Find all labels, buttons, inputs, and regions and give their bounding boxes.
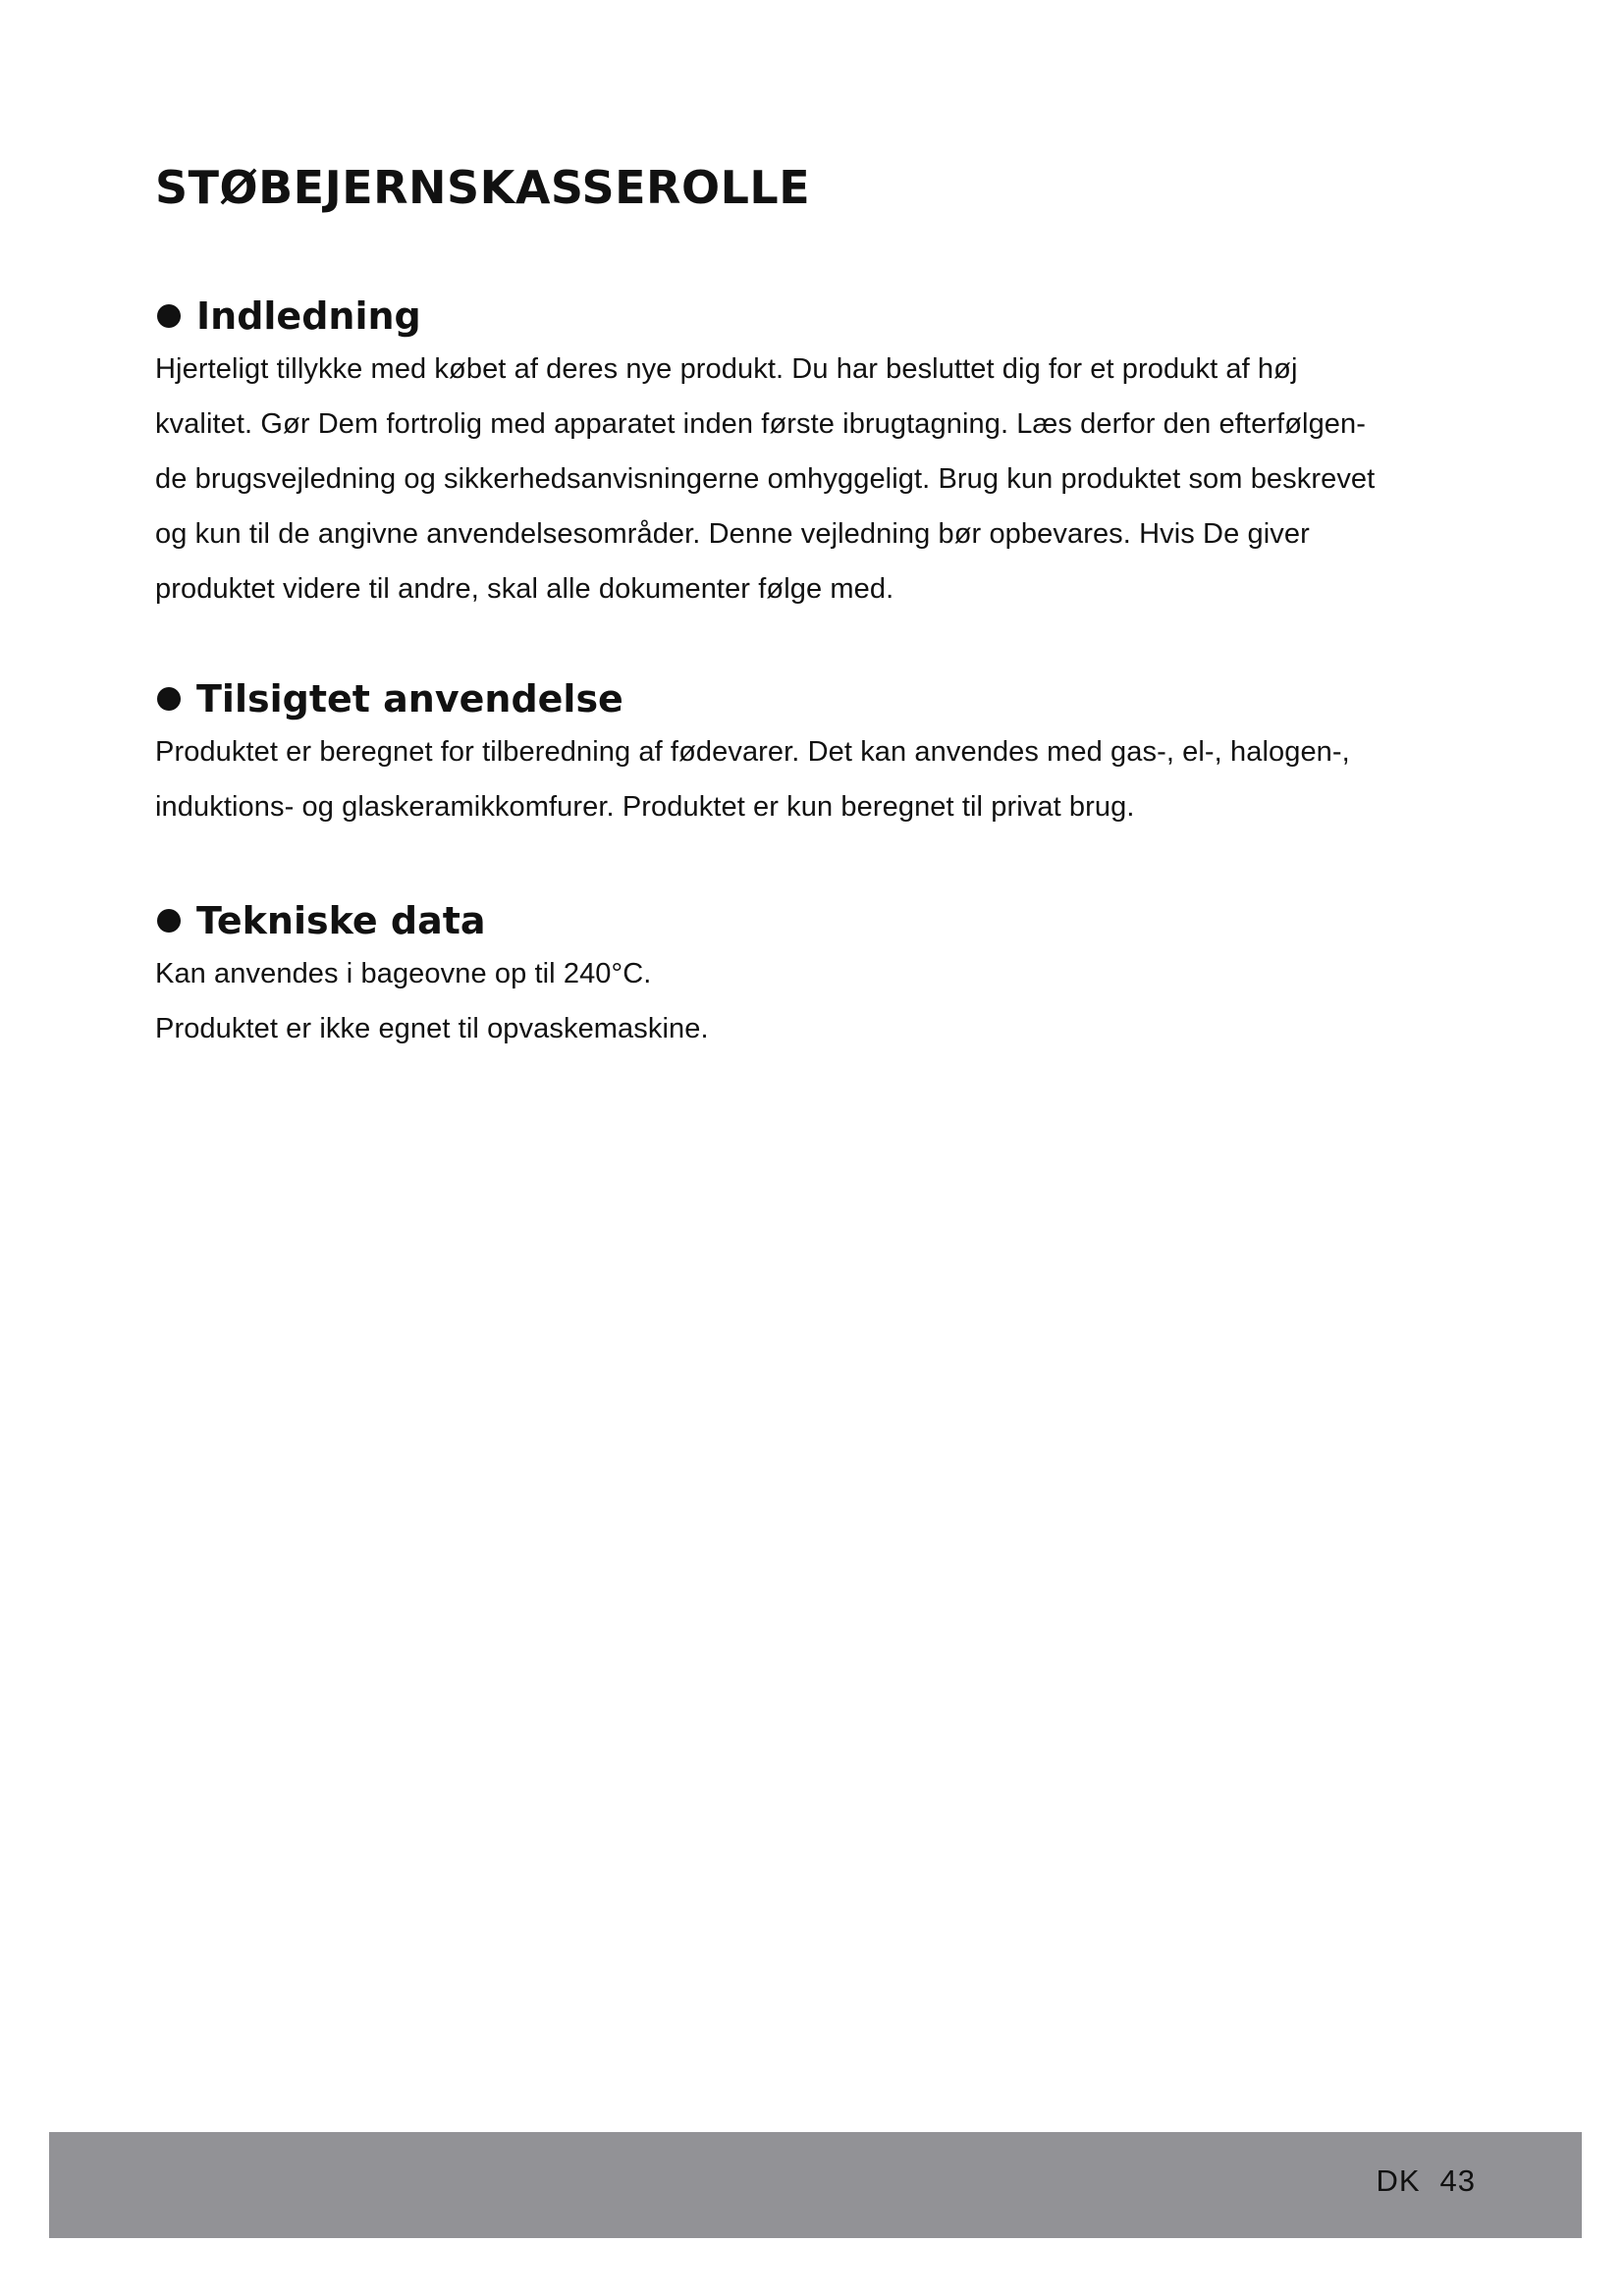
section-heading-text: Tilsigtet anvendelse (196, 677, 623, 721)
body-line: og kun til de angivne anvendelsesområder. Denne vejledning bør opbevares. Hvis De giver (155, 518, 1310, 550)
body-line: Kan anvendes i bageovne op til 240°C. (155, 958, 652, 989)
section-technical-data (155, 895, 1490, 1056)
section-body (155, 342, 1490, 616)
body-line: de brugsvejledning og sikkerhedsanvisningerne omhyggeligt. Brug kun produktet som beskrevet (155, 463, 1376, 495)
page-title: STØBEJERNSKASSEROLLE (155, 161, 811, 214)
section-introduction (155, 291, 1490, 616)
bullet-icon (157, 304, 181, 328)
bullet-icon (157, 687, 181, 711)
bullet-icon (157, 909, 181, 933)
section-heading (155, 291, 1490, 342)
body-line: kvalitet. Gør Dem fortrolig med apparatet inden første ibrugtagning. Læs derfor den efterfølgen- (155, 408, 1367, 440)
section-intended-use (155, 673, 1490, 834)
footer-bar (49, 2132, 1582, 2238)
section-heading-text: Indledning (196, 294, 421, 338)
body-line: Produktet er beregnet for tilberedning af fødevarer. Det kan anvendes med gas-, el-, halogen-, (155, 736, 1350, 768)
body-line: induktions- og glaskeramikkomfurer. Produktet er kun beregnet til privat brug. (155, 791, 1135, 823)
body-line: Produktet er ikke egnet til opvaskemaskine. (155, 1013, 709, 1044)
body-line: produktet videre til andre, skal alle dokumenter følge med. (155, 573, 894, 605)
section-body (155, 946, 1490, 1056)
section-heading-text: Tekniske data (196, 899, 486, 942)
section-heading (155, 673, 1490, 724)
page-number-value: 43 (1439, 2163, 1476, 2198)
page-number (1376, 2163, 1476, 2199)
section-body (155, 724, 1490, 834)
language-code: DK (1376, 2163, 1421, 2198)
section-heading (155, 895, 1490, 946)
body-line: Hjerteligt tillykke med købet af deres nye produkt. Du har besluttet dig for et produkt af høj (155, 353, 1298, 385)
